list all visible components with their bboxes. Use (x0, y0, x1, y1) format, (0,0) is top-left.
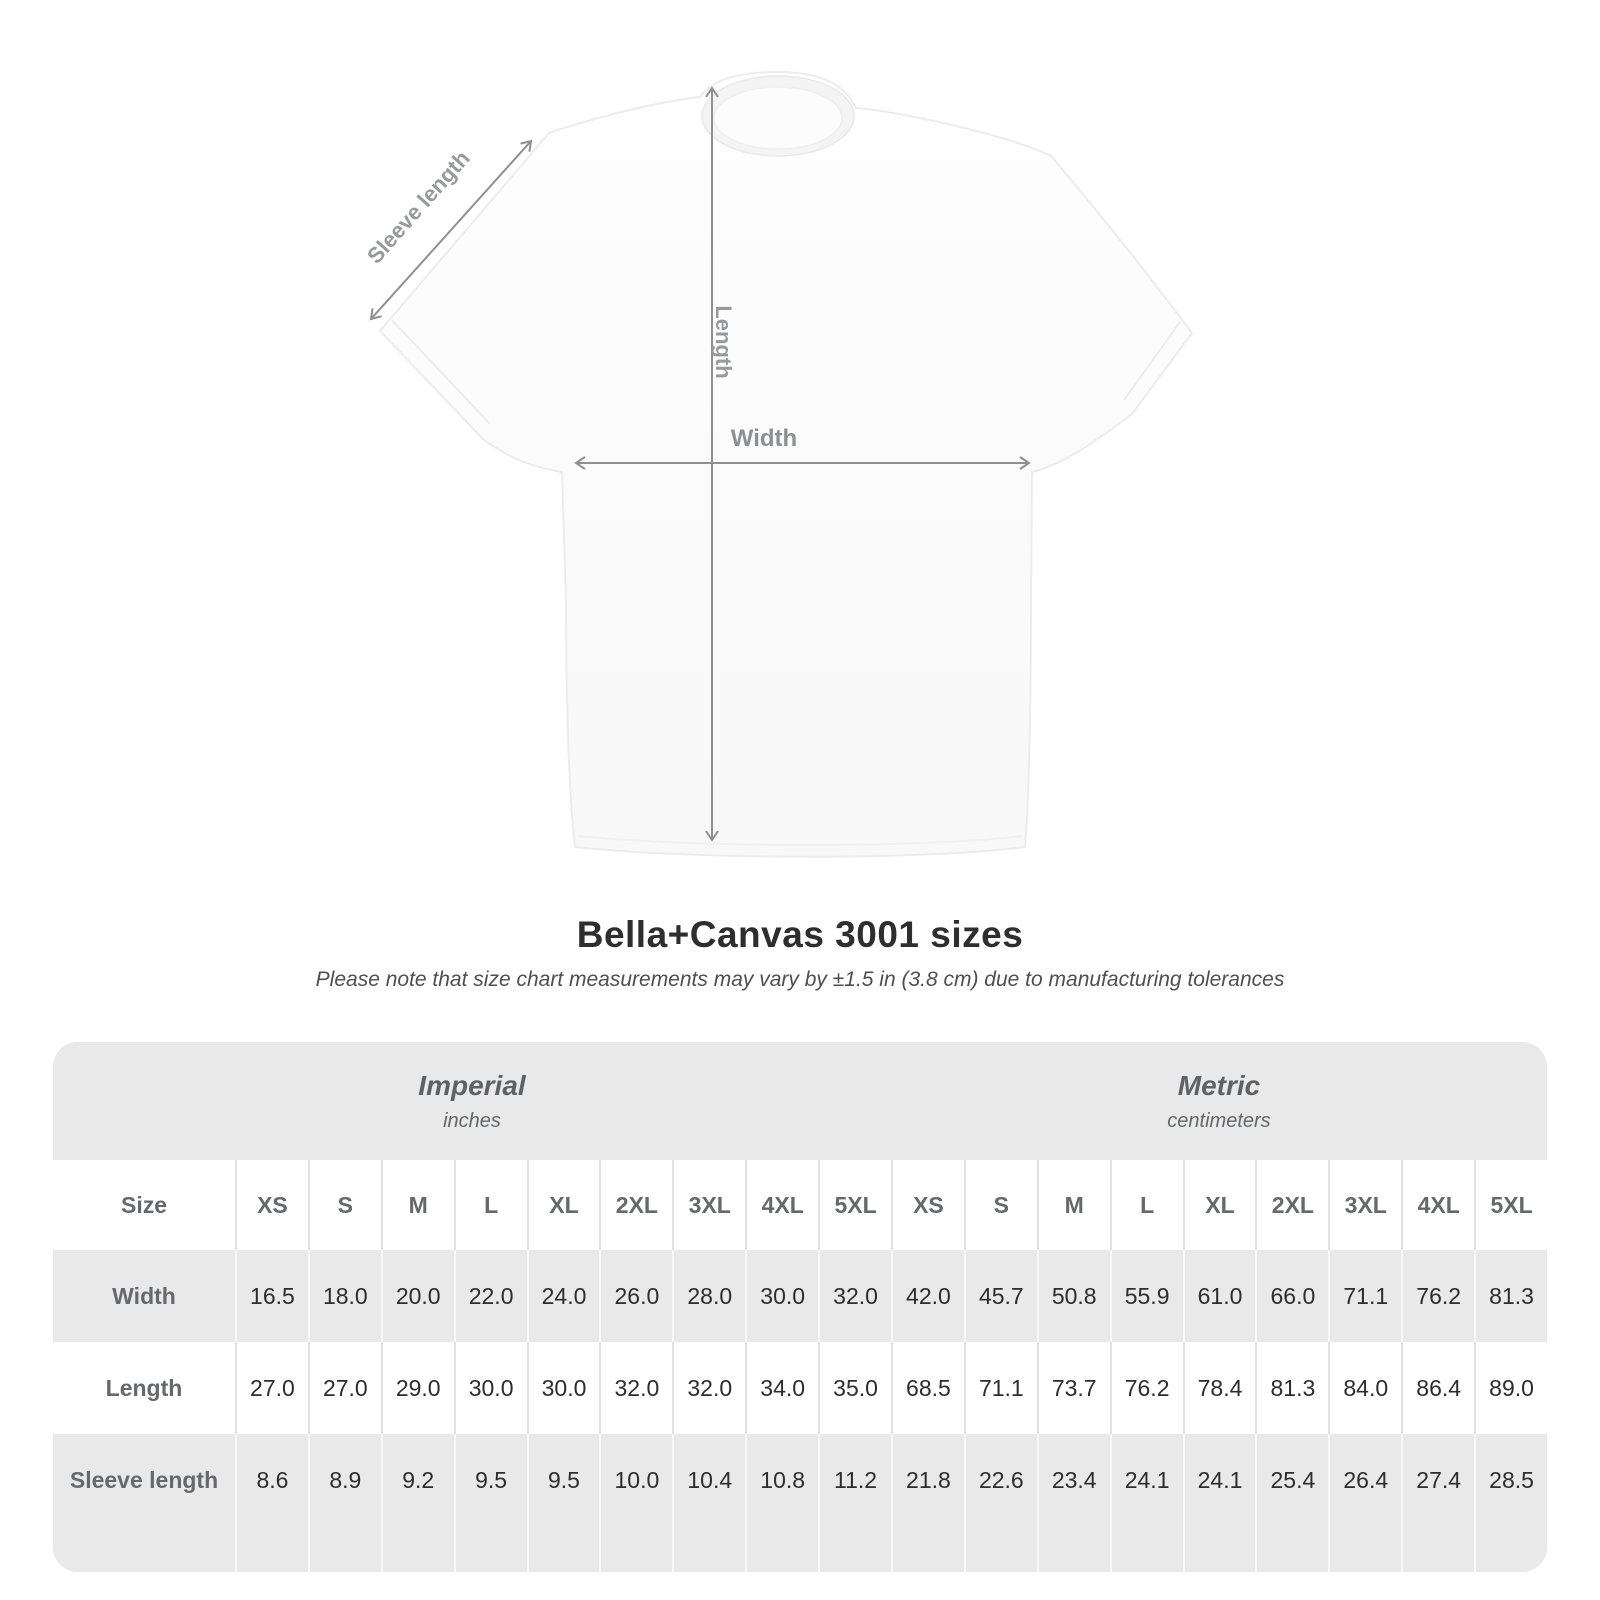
measure-value-cell: 71.1 (964, 1342, 1037, 1434)
page-title: Bella+Canvas 3001 sizes (576, 914, 1024, 955)
tshirt-graphic (380, 72, 1192, 857)
size-col-header: 2XL (599, 1160, 672, 1250)
measure-value-cell: 71.1 (1328, 1250, 1401, 1342)
size-col-header: XL (1183, 1160, 1256, 1250)
size-col-header: M (381, 1160, 454, 1250)
size-col-header: 5XL (1474, 1160, 1547, 1250)
size-col-header: 4XL (745, 1160, 818, 1250)
measure-value-cell: 30.0 (745, 1250, 818, 1342)
measure-value-cell: 8.6 (235, 1434, 308, 1572)
measure-row-label: Sleeve length (53, 1434, 235, 1572)
measure-value-cell: 28.5 (1474, 1434, 1547, 1572)
metric-group-name: Metric (1177, 1069, 1261, 1101)
measure-value-cell: 10.4 (672, 1434, 745, 1572)
width-label: Width (730, 425, 798, 452)
measure-value-cell: 34.0 (745, 1342, 818, 1434)
measure-value-cell: 9.5 (527, 1434, 600, 1572)
size-col-header: XL (527, 1160, 600, 1250)
measure-value-cell: 9.2 (381, 1434, 454, 1572)
measure-value-cell: 68.5 (891, 1342, 964, 1434)
measure-value-cell: 29.0 (381, 1342, 454, 1434)
measure-value-cell: 76.2 (1110, 1342, 1183, 1434)
size-col-header: S (308, 1160, 381, 1250)
measure-value-cell: 27.0 (308, 1342, 381, 1434)
size-col-header: L (1110, 1160, 1183, 1250)
measure-value-cell: 24.1 (1110, 1434, 1183, 1572)
measure-value-cell: 50.8 (1037, 1250, 1110, 1342)
size-col-header: M (1037, 1160, 1110, 1250)
sleeve-length-label: Sleeve length (362, 145, 475, 269)
measure-value-cell: 66.0 (1255, 1250, 1328, 1342)
measure-value-cell: 10.0 (599, 1434, 672, 1572)
size-col-header: 4XL (1401, 1160, 1474, 1250)
length-label: Length (711, 305, 736, 379)
size-col-header: XS (891, 1160, 964, 1250)
tolerance-note: Please note that size chart measurements may vary by ±1.5 in (3.8 cm) due to manufacturing tolerances (315, 968, 1285, 991)
measure-value-cell: 16.5 (235, 1250, 308, 1342)
measure-row-label: Length (53, 1342, 235, 1434)
measure-value-cell: 45.7 (964, 1250, 1037, 1342)
measure-row-label: Width (53, 1250, 235, 1342)
measure-value-cell: 84.0 (1328, 1342, 1401, 1434)
size-col-header: L (454, 1160, 527, 1250)
measure-value-cell: 61.0 (1183, 1250, 1256, 1342)
measure-value-cell: 55.9 (1110, 1250, 1183, 1342)
measure-value-cell: 42.0 (891, 1250, 964, 1342)
measure-value-cell: 8.9 (308, 1434, 381, 1572)
measure-value-cell: 24.0 (527, 1250, 600, 1342)
measure-value-cell: 32.0 (672, 1342, 745, 1434)
measure-value-cell: 9.5 (454, 1434, 527, 1572)
measure-value-cell: 35.0 (818, 1342, 891, 1434)
measure-value-cell: 32.0 (599, 1342, 672, 1434)
measure-value-cell: 78.4 (1183, 1342, 1256, 1434)
size-table (53, 1042, 1547, 1572)
measure-value-cell: 23.4 (1037, 1434, 1110, 1572)
imperial-group-unit: inches (443, 1109, 501, 1132)
imperial-group-name: Imperial (418, 1069, 526, 1101)
measure-value-cell: 27.4 (1401, 1434, 1474, 1572)
size-col-header: 5XL (818, 1160, 891, 1250)
measure-value-cell: 26.4 (1328, 1434, 1401, 1572)
measure-value-cell: 86.4 (1401, 1342, 1474, 1434)
measure-value-cell: 73.7 (1037, 1342, 1110, 1434)
measure-value-cell: 30.0 (454, 1342, 527, 1434)
metric-group-header (891, 1042, 1547, 1160)
size-row-label: Size (53, 1160, 235, 1250)
measure-value-cell: 89.0 (1474, 1342, 1547, 1434)
measure-value-cell: 22.6 (964, 1434, 1037, 1572)
measure-value-cell: 30.0 (527, 1342, 600, 1434)
measure-value-cell: 20.0 (381, 1250, 454, 1342)
metric-group-unit: centimeters (1167, 1109, 1271, 1132)
size-col-header: S (964, 1160, 1037, 1250)
measure-value-cell: 24.1 (1183, 1434, 1256, 1572)
measure-value-cell: 22.0 (454, 1250, 527, 1342)
measure-value-cell: 76.2 (1401, 1250, 1474, 1342)
measure-value-cell: 32.0 (818, 1250, 891, 1342)
size-col-header: 3XL (1328, 1160, 1401, 1250)
measure-value-cell: 11.2 (818, 1434, 891, 1572)
imperial-group-header (53, 1042, 891, 1160)
measure-value-cell: 28.0 (672, 1250, 745, 1342)
measure-value-cell: 81.3 (1255, 1342, 1328, 1434)
measure-value-cell: 25.4 (1255, 1434, 1328, 1572)
measure-value-cell: 21.8 (891, 1434, 964, 1572)
measure-value-cell: 26.0 (599, 1250, 672, 1342)
measure-value-cell: 27.0 (235, 1342, 308, 1434)
neck-opening (714, 87, 842, 149)
measure-value-cell: 10.8 (745, 1434, 818, 1572)
size-col-header: 3XL (672, 1160, 745, 1250)
measure-value-cell: 18.0 (308, 1250, 381, 1342)
size-col-header: 2XL (1255, 1160, 1328, 1250)
size-col-header: XS (235, 1160, 308, 1250)
measure-value-cell: 81.3 (1474, 1250, 1547, 1342)
